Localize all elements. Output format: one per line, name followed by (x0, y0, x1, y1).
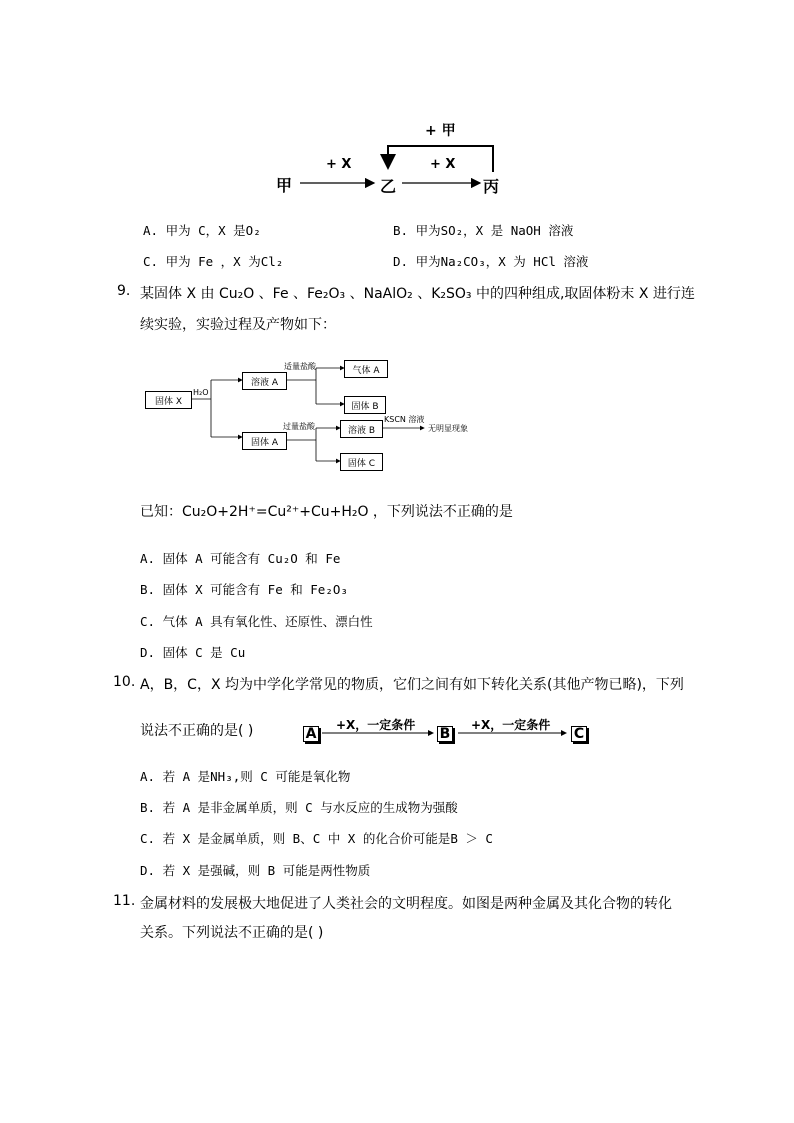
flow-gas-a: 气体 A (344, 360, 388, 378)
q10-option-d: D. 若 X 是强碱，则 B 可能是两性物质 (140, 863, 371, 878)
flow-solution-a: 溶液 A (242, 372, 287, 390)
flow-solid-b: 固体 B (344, 396, 386, 414)
q11-stem-line2: 关系。下列说法不正确的是( ) (140, 925, 324, 941)
q10-option-b: B. 若 A 是非金属单质，则 C 与水反应的生成物为强酸 (140, 800, 458, 815)
diagram-1-middle: 乙 (380, 177, 397, 196)
q9-option-a: A. 固体 A 可能含有 Cu₂O 和 Fe (140, 551, 341, 566)
diagram-1-arrow2-label: + X (430, 157, 456, 172)
flow-solid-x: 固体 X (145, 391, 192, 409)
flow-solid-a: 固体 A (242, 432, 287, 450)
q10-stem-line1: A，B，C，X 均为中学化学常见的物质，它们之间有如下转化关系(其他产物已略)，下列 (140, 677, 684, 693)
q9-stem-line2: 续实验，实验过程及产物如下： (140, 317, 336, 333)
flow-solid-c: 固体 C (340, 453, 383, 471)
q9-option-c: C. 气体 A 具有氧化性、还原性、漂白性 (140, 614, 373, 629)
flow-h2o-label: H₂O (193, 388, 209, 397)
flow-no-change: 无明显现象 (428, 424, 468, 433)
q11-number: 11. (113, 893, 136, 909)
q9-stem-line1: 某固体 X 由 Cu₂O 、Fe 、Fe₂O₃ 、NaAlO₂ 、K₂SO₃ 中的四种组成,取固体粉末 X 进行连 (140, 286, 695, 302)
flow-hcl-label-1: 适量盐酸 (284, 362, 316, 371)
flow-hcl-label-2: 过量盐酸 (283, 422, 315, 431)
chain-arrow1-label: +X，一定条件 (336, 718, 416, 732)
chain-box-c: C (571, 726, 587, 742)
q10-option-c: C. 若 X 是金属单质，则 B、C 中 X 的化合价可能是B ＞ C (140, 831, 493, 846)
q9-option-b: B. 固体 X 可能含有 Fe 和 Fe₂O₃ (140, 582, 348, 597)
chain-box-b: B (437, 726, 453, 742)
chain-arrow2-label: +X，一定条件 (471, 718, 551, 732)
q10-stem-line2: 说法不正确的是( ) (140, 723, 254, 739)
q8-option-c: C. 甲为 Fe ，X 为Cl₂ (143, 254, 284, 269)
q9-option-d: D. 固体 C 是 Cu (140, 645, 246, 660)
q10-option-a: A. 若 A 是NH₃,则 C 可能是氧化物 (140, 769, 351, 784)
q8-option-a: A. 甲为 C，X 是O₂ (143, 223, 261, 238)
q8-option-b: B. 甲为SO₂，X 是 NaOH 溶液 (393, 223, 574, 238)
q9-known: 已知：Cu₂O+2H⁺=Cu²⁺+Cu+H₂O ，下列说法不正确的是 (140, 504, 513, 520)
q11-stem-line1: 金属材料的发展极大地促进了人类社会的文明程度。如图是两种金属及其化合物的转化 (140, 896, 672, 912)
q9-number: 9. (117, 283, 131, 299)
diagram-1-arrow1-label: + X (326, 157, 352, 172)
flow-kscn-label: KSCN 溶液 (384, 415, 425, 424)
chain-box-a: A (303, 726, 319, 742)
diagram-1-start: 甲 (276, 176, 293, 195)
q8-option-d: D. 甲为Na₂CO₃，X 为 HCl 溶液 (393, 254, 589, 269)
q10-number: 10. (113, 674, 136, 690)
diagram-1-top-label: + 甲 (425, 123, 456, 139)
flow-solution-b: 溶液 B (340, 420, 383, 438)
diagram-1-end: 丙 (483, 177, 500, 196)
